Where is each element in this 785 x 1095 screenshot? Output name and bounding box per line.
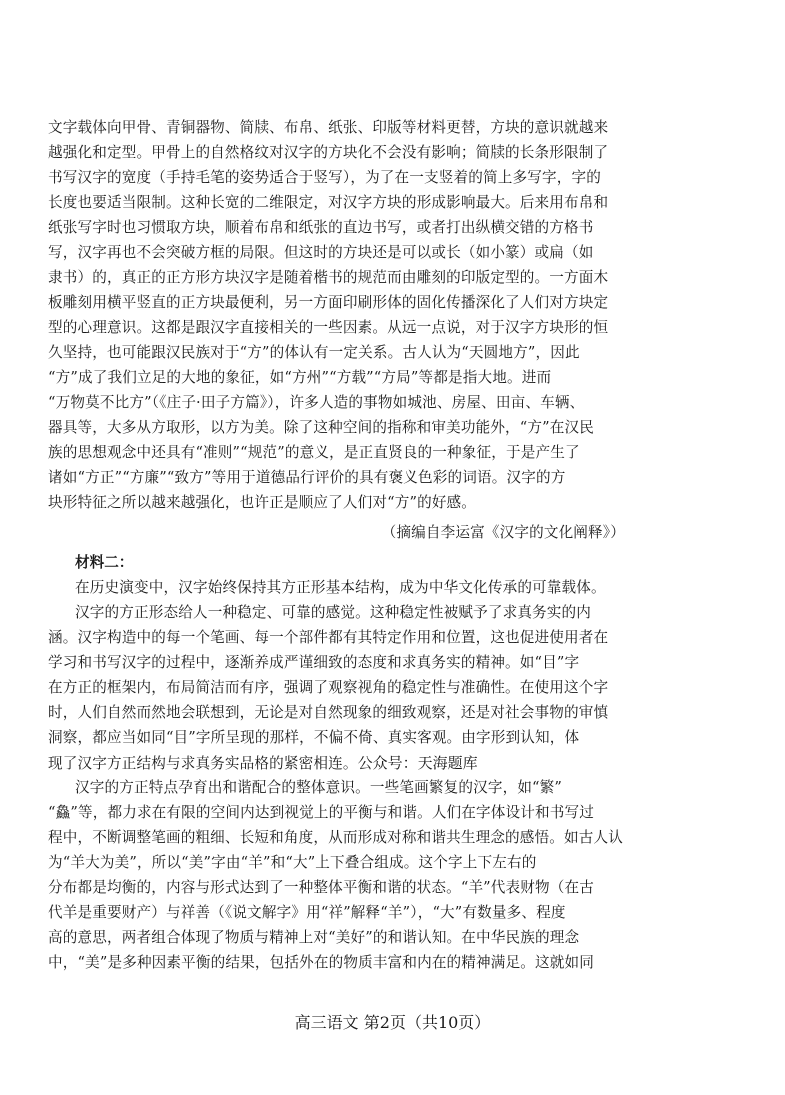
text-line: “方”成了我们立足的大地的象征，如“方州”“方载”“方局”等都是指大地。进而 <box>48 369 552 386</box>
section-heading: 材料二： <box>75 554 134 571</box>
text-line: 长度也要适当限制。这种长宽的二维限定，对汉字方块的形成影响最大。后来用布帛和 <box>48 194 609 211</box>
text-line: 在历史演变中，汉字始终保持其方正形基本结构，成为中华文化传承的可靠载体。 <box>75 579 606 596</box>
watermark-text: 公众号：天海题库 <box>357 754 478 772</box>
text-line: 文字载体向甲骨、青铜器物、简牍、布帛、纸张、印版等材料更替，方块的意识就越来 <box>48 119 609 136</box>
text-line: 时，人们自然而然地会联想到，无论是对自然现象的细致观察，还是对社会事物的审慎 <box>48 704 609 721</box>
text-line: 程中，不断调整笔画的粗细、长短和角度，从而形成对称和谐共生理念的感悟。如古人认 <box>48 829 624 846</box>
text-line: 板雕刻用横平竖直的正方块最便利，另一方面印刷形体的固化传播深化了人们对方块定 <box>48 294 609 311</box>
text-line-content: 现了汉字方正结构与求真务实品格的紧密相连。 <box>48 755 358 772</box>
text-line: 越强化和定型。甲骨上的自然格纹对汉字的方块化不会没有影响；简牍的长条形限制了 <box>48 144 609 161</box>
text-line: 洞察，都应当如同“目”字所呈现的那样，不偏不倚、真实客观。由字形到认知，体 <box>48 729 580 746</box>
text-line: 型的心理意识。这都是跟汉字直接相关的一些因素。从远一点说，对于汉字方块形的恒 <box>48 319 609 336</box>
text-line: 涵。汉字构造中的每一个笔画、每一个部件都有其特定作用和位置，这也促进使用者在 <box>48 629 609 646</box>
text-line: 在方正的框架内，布局简洁而有序，强调了观察视角的稳定性与准确性。在使用这个字 <box>48 679 609 696</box>
text-line: 块形特征之所以越来越强化，也许正是顺应了人们对“方”的好感。 <box>48 494 477 511</box>
text-line: 为“羊大为美”，所以“美”字由“羊”和“大”上下叠合组成。这个字上下左右的 <box>48 854 537 871</box>
text-line: 器具等，大多从方取形，以方为美。除了这种空间的指称和审美功能外，“方”在汉民 <box>48 419 594 436</box>
text-line: 分布都是均衡的，内容与形式达到了一种整体平衡和谐的状态。“羊”代表财物（在古 <box>48 879 594 896</box>
text-line: 代羊是重要财产）与祥善（《说文解字》用“祥”解释“羊”），“大”有数量多、程度 <box>48 904 566 921</box>
text-line: 诸如“方正”“方廉”“致方”等用于道德品行评价的具有褒义色彩的词语。汉字的方 <box>48 469 566 486</box>
text-line: “鱻”等，都力求在有限的空间内达到视觉上的平衡与和谐。人们在字体设计和书写过 <box>48 804 594 821</box>
text-line: 隶书）的，真正的正方形方块汉字是随着楷书的规范而由雕刻的印版定型的。一方面木 <box>48 269 609 286</box>
text-line: 久坚持，也可能跟汉民族对于“方”的体认有一定关系。古人认为“天圆地方”，因此 <box>48 344 580 361</box>
text-line: 族的思想观念中还具有“准则”“规范”的意义，是正直贤良的一种象征，于是产生了 <box>48 444 580 461</box>
text-line: 纸张写字时也习惯取方块，顺着布帛和纸张的直边书写，或者打出纵横交错的方格书 <box>48 219 594 236</box>
page-footer: 高三语文 第2页（共10页） <box>294 1013 491 1032</box>
text-line: 中，“美”是多种因素平衡的结果，包括外在的物质丰富和内在的精神满足。这就如同 <box>48 954 594 971</box>
text-line <box>48 753 738 774</box>
text-line: 汉字的方正特点孕育出和谐配合的整体意识。一些笔画繁复的汉字，如“繁” <box>75 779 563 796</box>
text-line: 学习和书写汉字的过程中，逐渐养成严谨细致的态度和求真务实的精神。如“目”字 <box>48 654 580 671</box>
text-line: 写，汉字再也不会突破方框的局限。但这时的方块还是可以或长（如小篆）或扁（如 <box>48 244 594 261</box>
text-line: “万物莫不比方”（《庄子·田子方篇》），许多人造的事物如城池、房屋、田亩、车辆、 <box>48 394 585 411</box>
text-line: 书写汉字的宽度（手持毛笔的姿势适合于竖写），为了在一支竖着的简上多写字，字的 <box>48 169 601 186</box>
text-line: 高的意思，两者组合体现了物质与精神上对“美好”的和谐认知。在中华民族的理念 <box>48 929 580 946</box>
source-citation: （摘编自李运富《汉字的文化阐释》） <box>381 524 625 541</box>
text-line: 汉字的方正形态给人一种稳定、可靠的感觉。这种稳定性被赋予了求真务实的内 <box>75 604 592 621</box>
